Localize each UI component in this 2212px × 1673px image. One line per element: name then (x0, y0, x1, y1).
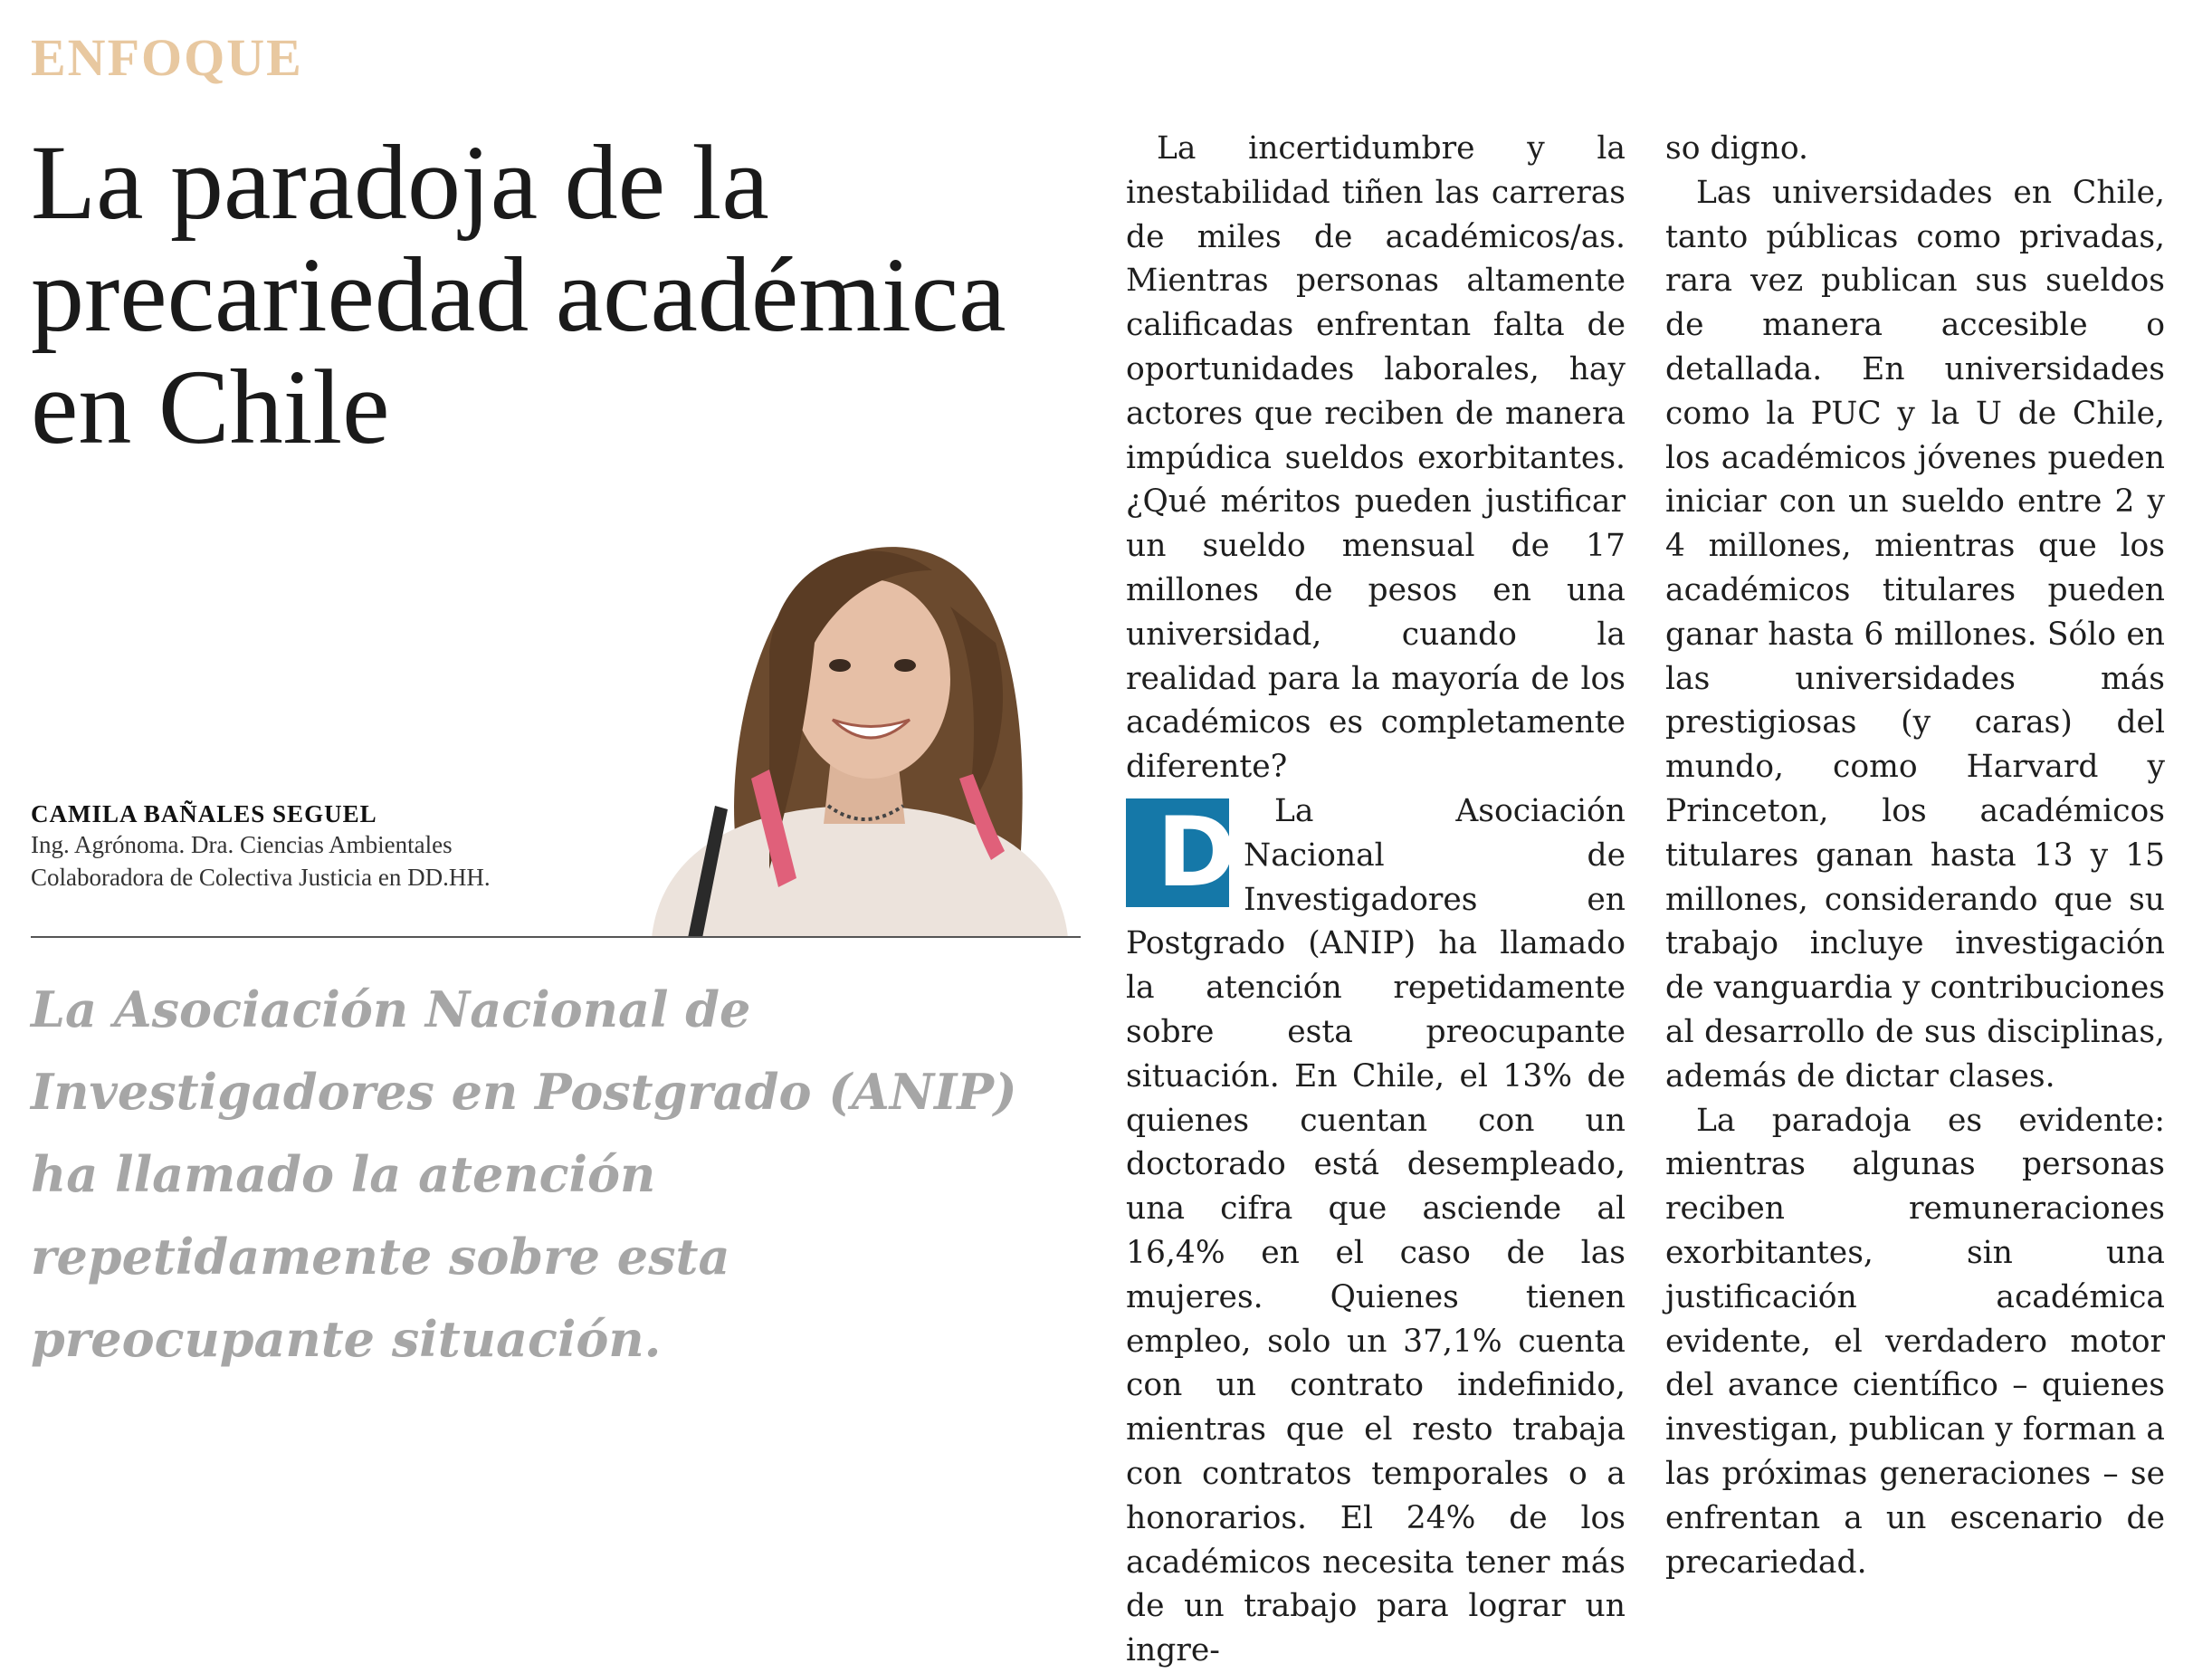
headline (31, 123, 1081, 466)
author-block (31, 800, 646, 894)
paragraph-1: La incertidumbre y la inestabilidad tiñen las carreras de miles de académicos/as. Mientras personas altamente calificadas enfrentan falta de oportunidades laborales, hay actores que reciben de manera impúdica sueldos exorbitantes. ¿Qué méritos pueden justificar un sueldo mensual de 17 millones de pesos en una universidad, cuando la realidad para la mayoría de los académicos es completamente diferente? (1126, 130, 1626, 786)
paragraph-3: Las universidades en Chile, tanto públicas como privadas, rara vez publican sus sueldos de manera accesible o detallada. En universidades como la PUC y la U de Chile, los académicos jóvenes pueden iniciar con un sueldo entre 2 y 4 millones, mientras que los académicos titulares pueden ganar hasta 6 millones. Sólo en las universidades más prestigiosas (y caras) del mundo, como Harvard y Princeton, los académicos titulares ganan hasta 13 y 15 millones, considerando que su trabajo incluye investigación de vanguardia y contribuciones al desarrollo de sus disciplinas, además de dictar clases. (1665, 174, 2165, 1095)
author-photo (634, 507, 1086, 938)
paragraph-2-continued: so digno. (1665, 130, 1808, 167)
paragraph-2-text: La Asociación Nacional de Investigadores en Postgrado (ANIP) ha llamado la atención repetidamente sobre esta preocupante situación. En Chile, el 13% de quienes cuentan con un doctorado está desempleado, una cifra que asciende al 16,4% en el caso de las mujeres. Quienes tienen empleo, solo un 37,1% cuenta con un contrato indefinido, mientras que el resto trabaja con contratos temporales o a honorarios. El 24% de los académicos necesita tener más de un trabajo para lograr un ingre- (1126, 792, 1626, 1669)
headline-line-2: precariedad académica (31, 235, 1006, 354)
headline-line-1: La paradoja de la (31, 123, 769, 242)
paragraph-2 (1126, 789, 1626, 1673)
author-affiliation: Colaboradora de Colectiva Justicia en DD.HH. (31, 864, 491, 891)
drop-cap: D (1126, 798, 1229, 907)
headline-line-3: en Chile (31, 348, 390, 466)
article-column-2 (1665, 127, 2165, 1584)
author-name: CAMILA BAÑALES SEGUEL (31, 800, 377, 827)
author-credentials: Ing. Agrónoma. Dra. Ciencias Ambientales (31, 831, 453, 858)
paragraph-4: La paradoja es evidente: mientras algunas personas reciben remuneraciones exorbitantes, sin una justificación académica evidente, el verdadero motor del avance científico – quienes investigan, publican y forman a las próximas generaciones – se enfrentan a un escenario de precariedad. (1665, 1102, 2165, 1581)
section-label: ENFOQUE (31, 28, 303, 87)
pull-quote: La Asociación Nacional de Investigadores en Postgrado (ANIP) ha llamado la atención repetidamente sobre esta preocupante situación. (31, 980, 1017, 1368)
divider-rule (31, 936, 1081, 938)
article-column-1 (1126, 127, 1626, 1673)
